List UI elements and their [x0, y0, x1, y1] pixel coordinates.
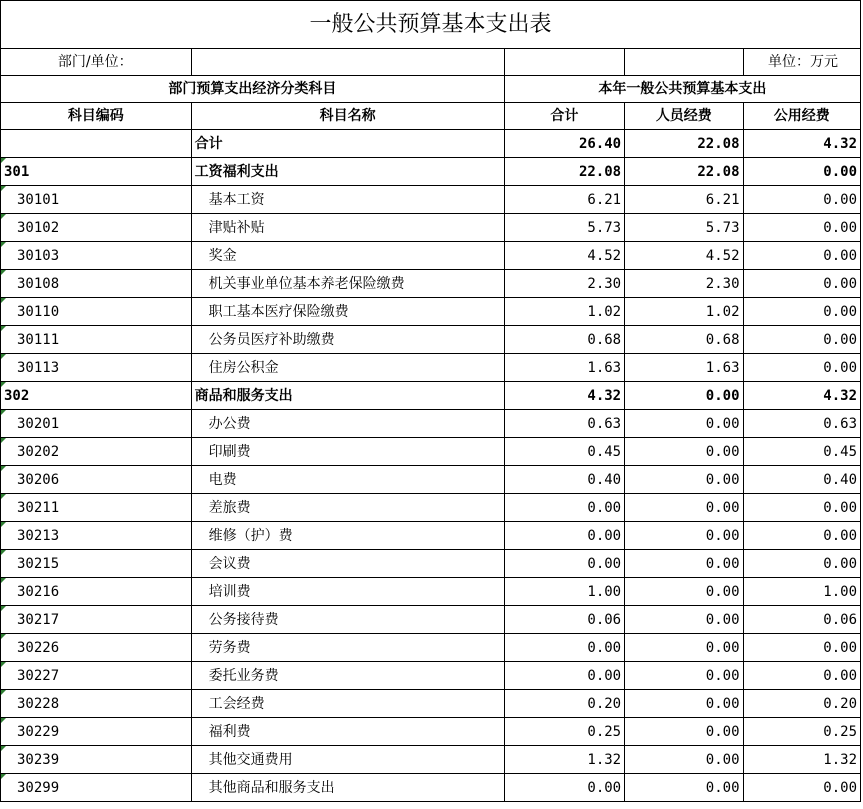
cell-code[interactable]	[1, 578, 192, 606]
cell-personnel[interactable]	[625, 466, 743, 494]
cell-name[interactable]	[191, 718, 504, 746]
cell-name-text: 机关事业单位基本养老保险缴费	[208, 275, 405, 292]
cell-code[interactable]	[1, 522, 192, 550]
cell-personnel-text: 0.00	[705, 667, 740, 684]
table-row	[1, 326, 861, 354]
cell-public[interactable]	[743, 606, 860, 634]
cell-total-text: 2.30	[587, 275, 622, 292]
error-indicator-icon	[1, 298, 6, 303]
error-indicator-icon	[1, 606, 6, 611]
cell-public[interactable]	[743, 410, 860, 438]
cell-personnel-text: 1.63	[705, 359, 740, 376]
cell-personnel-text: 22.08	[697, 163, 740, 180]
table-row	[1, 550, 861, 578]
cell-total[interactable]	[504, 438, 624, 466]
cell-name[interactable]	[191, 494, 504, 522]
cell-name[interactable]	[191, 578, 504, 606]
cell-personnel[interactable]	[625, 270, 743, 298]
cell-code[interactable]	[1, 494, 192, 522]
cell-code[interactable]	[1, 186, 192, 214]
cell-code[interactable]	[1, 690, 192, 718]
cell-name[interactable]	[191, 550, 504, 578]
cell-public[interactable]	[743, 466, 860, 494]
cell-public[interactable]	[743, 774, 860, 802]
cell-name-text: 职工基本医疗保险缴费	[208, 303, 349, 320]
error-indicator-icon	[1, 354, 6, 359]
cell-name-text: 基本工资	[208, 191, 265, 208]
error-indicator-icon	[1, 410, 6, 415]
cell-public-text: 0.20	[823, 695, 857, 712]
error-indicator-icon	[1, 578, 6, 583]
table-row	[1, 214, 861, 242]
cell-personnel[interactable]	[625, 662, 743, 690]
cell-total[interactable]	[504, 130, 624, 158]
cell-personnel[interactable]	[625, 746, 743, 774]
cell-name-text: 其他交通费用	[208, 751, 293, 768]
cell-total-text: 0.00	[587, 639, 622, 656]
cell-code-text: 30228	[17, 695, 60, 712]
cell-public-text: 4.32	[823, 135, 857, 152]
cell-public[interactable]	[743, 662, 860, 690]
cell-total[interactable]	[504, 774, 624, 802]
cell-total-text: 0.40	[587, 471, 622, 488]
cell-total[interactable]	[504, 550, 624, 578]
cell-public-text: 0.40	[823, 471, 857, 488]
cell-total[interactable]	[504, 186, 624, 214]
cell-name[interactable]	[191, 774, 504, 802]
table-row	[1, 298, 861, 326]
cell-name[interactable]	[191, 634, 504, 662]
error-indicator-icon	[1, 214, 6, 219]
cell-public-text: 1.00	[823, 583, 857, 600]
cell-code[interactable]	[1, 298, 192, 326]
error-indicator-icon	[1, 270, 6, 275]
cell-public[interactable]	[743, 298, 860, 326]
cell-total[interactable]	[504, 606, 624, 634]
cell-code[interactable]	[1, 606, 192, 634]
cell-public-text: 0.00	[823, 163, 857, 180]
cell-total[interactable]	[504, 354, 624, 382]
cell-personnel-text: 0.00	[705, 527, 740, 544]
cell-total[interactable]	[504, 382, 624, 410]
cell-name[interactable]	[191, 382, 504, 410]
cell-name[interactable]	[191, 410, 504, 438]
cell-public[interactable]	[743, 326, 860, 354]
cell-total-text: 1.00	[587, 583, 622, 600]
cell-code-text: 30211	[17, 499, 60, 516]
cell-public-text: 0.00	[823, 247, 857, 264]
cell-name[interactable]	[191, 186, 504, 214]
table-row	[1, 438, 861, 466]
cell-total[interactable]	[504, 634, 624, 662]
cell-personnel[interactable]	[625, 494, 743, 522]
cell-code-text: 30103	[17, 247, 60, 264]
cell-personnel[interactable]	[625, 298, 743, 326]
cell-personnel-text: 6.21	[705, 191, 740, 208]
cell-code[interactable]	[1, 410, 192, 438]
cell-total-text: 1.63	[587, 359, 622, 376]
cell-code[interactable]	[1, 774, 192, 802]
cell-personnel-text: 0.68	[705, 331, 740, 348]
cell-personnel-text: 4.52	[705, 247, 740, 264]
cell-public[interactable]	[743, 746, 860, 774]
error-indicator-icon	[1, 466, 6, 471]
cell-name-text: 培训费	[208, 583, 251, 600]
cell-public-text: 0.00	[823, 639, 857, 656]
cell-name[interactable]	[191, 242, 504, 270]
cell-personnel[interactable]	[625, 522, 743, 550]
cell-total[interactable]	[504, 522, 624, 550]
cell-personnel-text: 0.00	[705, 443, 740, 460]
header-group-left: 部门预算支出经济分类科目	[1, 76, 505, 103]
cell-name-text: 工资福利支出	[194, 163, 279, 180]
cell-personnel-text: 0.00	[705, 387, 740, 404]
cell-name[interactable]	[191, 466, 504, 494]
cell-personnel-text: 0.00	[705, 499, 740, 516]
cell-public-text: 0.25	[823, 723, 857, 740]
table-row	[1, 158, 861, 186]
cell-name[interactable]	[191, 270, 504, 298]
cell-public-text: 0.00	[823, 303, 857, 320]
cell-personnel-text: 1.02	[705, 303, 740, 320]
cell-personnel[interactable]	[625, 774, 743, 802]
table-row	[1, 410, 861, 438]
error-indicator-icon	[1, 550, 6, 555]
cell-public-text: 0.63	[823, 415, 857, 432]
cell-personnel-text: 0.00	[705, 611, 740, 628]
cell-public[interactable]	[743, 634, 860, 662]
header-public: 公用经费	[743, 103, 860, 130]
cell-personnel[interactable]	[625, 438, 743, 466]
cell-personnel[interactable]	[625, 606, 743, 634]
cell-name[interactable]	[191, 214, 504, 242]
error-indicator-icon	[1, 494, 6, 499]
cell-public[interactable]	[743, 550, 860, 578]
table-row	[1, 242, 861, 270]
cell-name-text: 公务员医疗补助缴费	[208, 331, 335, 348]
cell-name-text: 维修（护）费	[208, 527, 293, 544]
cell-personnel-text: 0.00	[705, 415, 740, 432]
cell-total[interactable]	[504, 326, 624, 354]
cell-code-text: 30102	[17, 219, 60, 236]
cell-code[interactable]	[1, 158, 192, 186]
unit-label: 单位：万元	[743, 49, 860, 76]
table-row	[1, 578, 861, 606]
table-row	[1, 606, 861, 634]
header-name: 科目名称	[191, 103, 504, 130]
cell-personnel-text: 0.00	[705, 723, 740, 740]
cell-personnel[interactable]	[625, 326, 743, 354]
cell-public-text: 0.00	[823, 555, 857, 572]
cell-personnel-text: 0.00	[705, 583, 740, 600]
cell-total[interactable]	[504, 746, 624, 774]
table-row	[1, 746, 861, 774]
cell-personnel[interactable]	[625, 718, 743, 746]
cell-code-text: 30101	[17, 191, 60, 208]
cell-code[interactable]	[1, 242, 192, 270]
cell-code-text: 301	[4, 163, 30, 180]
cell-total-text: 0.06	[587, 611, 622, 628]
cell-total-text: 0.63	[587, 415, 622, 432]
cell-code[interactable]	[1, 214, 192, 242]
cell-personnel-text: 0.00	[705, 471, 740, 488]
cell-code-text: 30201	[17, 415, 60, 432]
cell-code-text: 30108	[17, 275, 60, 292]
cell-personnel[interactable]	[625, 354, 743, 382]
cell-public-text: 0.45	[823, 443, 857, 460]
table-row	[1, 270, 861, 298]
table-row	[1, 774, 861, 802]
error-indicator-icon	[1, 774, 6, 779]
cell-public-text: 0.00	[823, 499, 857, 516]
cell-name[interactable]	[191, 438, 504, 466]
cell-code-text: 30226	[17, 639, 60, 656]
cell-total-text: 0.00	[587, 527, 622, 544]
cell-code-text: 30213	[17, 527, 60, 544]
cell-total-text: 6.21	[587, 191, 622, 208]
cell-total-text: 5.73	[587, 219, 622, 236]
cell-public[interactable]	[743, 578, 860, 606]
cell-name-text: 印刷费	[208, 443, 251, 460]
cell-personnel[interactable]	[625, 634, 743, 662]
cell-public-text: 0.00	[823, 667, 857, 684]
table-row	[1, 382, 861, 410]
error-indicator-icon	[1, 382, 6, 387]
error-indicator-icon	[1, 634, 6, 639]
cell-public[interactable]	[743, 718, 860, 746]
cell-total[interactable]	[504, 494, 624, 522]
cell-name-text: 工会经费	[208, 695, 265, 712]
table-row	[1, 634, 861, 662]
cell-public[interactable]	[743, 690, 860, 718]
cell-total-text: 1.32	[587, 751, 622, 768]
cell-code-text: 30239	[17, 751, 60, 768]
cell-personnel[interactable]	[625, 242, 743, 270]
cell-code-text: 30216	[17, 583, 60, 600]
table-row	[1, 130, 861, 158]
cell-public-text: 0.00	[823, 359, 857, 376]
cell-public-text: 0.00	[823, 219, 857, 236]
cell-name[interactable]	[191, 298, 504, 326]
cell-personnel[interactable]	[625, 214, 743, 242]
error-indicator-icon	[1, 158, 6, 163]
cell-name-text: 差旅费	[208, 499, 251, 516]
cell-public-text: 4.32	[823, 387, 857, 404]
cell-personnel[interactable]	[625, 130, 743, 158]
cell-name-text: 住房公积金	[208, 359, 279, 376]
cell-code[interactable]	[1, 662, 192, 690]
cell-total[interactable]	[504, 410, 624, 438]
cell-name[interactable]	[191, 326, 504, 354]
cell-public[interactable]	[743, 186, 860, 214]
cell-public[interactable]	[743, 270, 860, 298]
cell-public[interactable]	[743, 214, 860, 242]
cell-total[interactable]	[504, 578, 624, 606]
cell-name-text: 公务接待费	[208, 611, 279, 628]
cell-public[interactable]	[743, 438, 860, 466]
cell-name-text: 电费	[208, 471, 237, 488]
cell-total-text: 4.52	[587, 247, 622, 264]
cell-public-text: 0.00	[823, 275, 857, 292]
dept-unit-label: 部门/单位：	[1, 49, 192, 76]
cell-code-text: 30217	[17, 611, 60, 628]
cell-personnel[interactable]	[625, 382, 743, 410]
cell-code-text: 30110	[17, 303, 60, 320]
cell-total-text: 0.45	[587, 443, 622, 460]
cell-total-text: 0.00	[587, 779, 622, 796]
cell-personnel-text: 0.00	[705, 639, 740, 656]
cell-code-text: 30202	[17, 443, 60, 460]
cell-personnel-text: 22.08	[697, 135, 740, 152]
cell-total-text: 0.00	[587, 499, 622, 516]
cell-public[interactable]	[743, 130, 860, 158]
blank-cell[interactable]	[504, 49, 624, 76]
cell-public[interactable]	[743, 522, 860, 550]
cell-total-text: 0.68	[587, 331, 622, 348]
cell-total[interactable]	[504, 690, 624, 718]
cell-public[interactable]	[743, 494, 860, 522]
table-row	[1, 718, 861, 746]
cell-total-text: 0.00	[587, 555, 622, 572]
cell-total[interactable]	[504, 298, 624, 326]
cell-public-text: 1.32	[823, 751, 857, 768]
header-total: 合计	[504, 103, 624, 130]
error-indicator-icon	[1, 186, 6, 191]
error-indicator-icon	[1, 662, 6, 667]
cell-code[interactable]	[1, 550, 192, 578]
cell-name-text: 合计	[194, 135, 223, 152]
cell-code[interactable]	[1, 634, 192, 662]
table-row	[1, 690, 861, 718]
cell-total-text: 22.08	[578, 163, 622, 180]
cell-code-text: 30299	[17, 779, 60, 796]
cell-name-text: 委托业务费	[208, 667, 279, 684]
cell-personnel-text: 0.00	[705, 751, 740, 768]
cell-public[interactable]	[743, 158, 860, 186]
cell-name-text: 津贴补贴	[208, 219, 265, 236]
cell-public[interactable]	[743, 354, 860, 382]
cell-code-text: 30215	[17, 555, 60, 572]
cell-total-text: 1.02	[587, 303, 622, 320]
cell-personnel-text: 0.00	[705, 779, 740, 796]
cell-public[interactable]	[743, 382, 860, 410]
cell-personnel-text: 5.73	[705, 219, 740, 236]
cell-code[interactable]	[1, 382, 192, 410]
cell-code-text: 302	[4, 387, 30, 404]
table-row	[1, 186, 861, 214]
cell-name-text: 奖金	[208, 247, 237, 264]
cell-code[interactable]	[1, 718, 192, 746]
cell-personnel-text: 0.00	[705, 695, 740, 712]
cell-name[interactable]	[191, 130, 504, 158]
cell-public-text: 0.00	[823, 779, 857, 796]
cell-total[interactable]	[504, 466, 624, 494]
error-indicator-icon	[1, 326, 6, 331]
cell-name[interactable]	[191, 522, 504, 550]
cell-total-text: 0.00	[587, 667, 622, 684]
table-row	[1, 466, 861, 494]
cell-total[interactable]	[504, 270, 624, 298]
cell-total-text: 26.40	[578, 135, 622, 152]
cell-total[interactable]	[504, 662, 624, 690]
table-title: 一般公共预算基本支出表	[1, 1, 861, 49]
cell-code-text: 30227	[17, 667, 60, 684]
header-personnel: 人员经费	[625, 103, 743, 130]
cell-code-text: 30206	[17, 471, 60, 488]
table-row	[1, 494, 861, 522]
cell-code[interactable]	[1, 438, 192, 466]
cell-total[interactable]	[504, 214, 624, 242]
cell-total-text: 0.20	[587, 695, 622, 712]
cell-personnel-text: 2.30	[705, 275, 740, 292]
cell-personnel-text: 0.00	[705, 555, 740, 572]
cell-code[interactable]	[1, 466, 192, 494]
dept-unit-value-cell[interactable]	[191, 49, 504, 76]
cell-name[interactable]	[191, 158, 504, 186]
cell-personnel[interactable]	[625, 410, 743, 438]
error-indicator-icon	[1, 690, 6, 695]
table-row	[1, 662, 861, 690]
cell-code[interactable]	[1, 746, 192, 774]
cell-personnel[interactable]	[625, 550, 743, 578]
cell-name[interactable]	[191, 606, 504, 634]
error-indicator-icon	[1, 522, 6, 527]
header-group-right: 本年一般公共预算基本支出	[504, 76, 860, 103]
blank-cell[interactable]	[625, 49, 743, 76]
cell-personnel[interactable]	[625, 578, 743, 606]
cell-personnel[interactable]	[625, 158, 743, 186]
cell-name[interactable]	[191, 354, 504, 382]
cell-public-text: 0.00	[823, 527, 857, 544]
cell-personnel[interactable]	[625, 186, 743, 214]
cell-name-text: 商品和服务支出	[194, 387, 293, 404]
cell-total[interactable]	[504, 158, 624, 186]
header-code: 科目编码	[1, 103, 192, 130]
cell-code-text: 30113	[17, 359, 60, 376]
cell-total-text: 4.32	[587, 387, 622, 404]
error-indicator-icon	[1, 746, 6, 751]
cell-total-text: 0.25	[587, 723, 622, 740]
cell-personnel[interactable]	[625, 690, 743, 718]
error-indicator-icon	[1, 242, 6, 247]
cell-code[interactable]	[1, 270, 192, 298]
cell-code-text: 30111	[17, 331, 60, 348]
table-row	[1, 354, 861, 382]
cell-public[interactable]	[743, 242, 860, 270]
cell-code[interactable]	[1, 130, 192, 158]
cell-code[interactable]	[1, 354, 192, 382]
cell-code[interactable]	[1, 326, 192, 354]
cell-public-text: 0.00	[823, 191, 857, 208]
table-row	[1, 522, 861, 550]
cell-name-text: 会议费	[208, 555, 251, 572]
cell-name[interactable]	[191, 690, 504, 718]
cell-code-text: 30229	[17, 723, 60, 740]
cell-name-text: 其他商品和服务支出	[208, 779, 335, 796]
cell-public-text: 0.00	[823, 331, 857, 348]
cell-public-text: 0.06	[823, 611, 857, 628]
cell-total[interactable]	[504, 242, 624, 270]
error-indicator-icon	[1, 438, 6, 443]
error-indicator-icon	[1, 718, 6, 723]
cell-name-text: 福利费	[208, 723, 251, 740]
cell-name[interactable]	[191, 746, 504, 774]
cell-name-text: 劳务费	[208, 639, 251, 656]
cell-total[interactable]	[504, 718, 624, 746]
cell-name[interactable]	[191, 662, 504, 690]
cell-name-text: 办公费	[208, 415, 251, 432]
